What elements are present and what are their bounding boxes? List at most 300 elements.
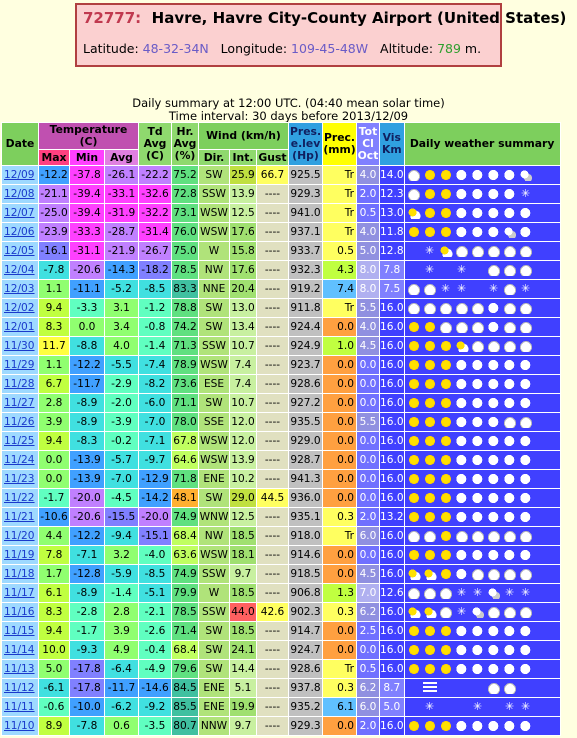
sun-icon xyxy=(407,321,421,333)
date-link[interactable]: 12/04 xyxy=(4,264,35,276)
date-link[interactable]: 11/14 xyxy=(4,644,35,656)
cloud-cell: 6.2 xyxy=(357,679,380,698)
pressure-cell: 924.4 xyxy=(289,318,323,337)
wind-gust-cell: ---- xyxy=(257,679,289,698)
moon-icon xyxy=(519,454,533,466)
moon-icon xyxy=(471,435,485,447)
humidity-cell: 76.0 xyxy=(172,223,199,242)
moon-cloud-icon xyxy=(503,226,517,238)
cloud-icon xyxy=(503,416,517,428)
date-cell[interactable] xyxy=(2,413,39,432)
header-pressure: Pres. e.lev (Hp) xyxy=(289,123,323,166)
moon-icon xyxy=(503,492,517,504)
cloud-icon xyxy=(455,302,469,314)
pressure-cell: 902.3 xyxy=(289,603,323,622)
cloud-cell: 0.0 xyxy=(357,375,380,394)
avg-cell: -3.9 xyxy=(105,413,139,432)
precip-cell: 0.0 xyxy=(323,356,357,375)
station-id: 72777: xyxy=(83,9,142,27)
pressure-cell: 932.3 xyxy=(289,261,323,280)
table-row xyxy=(2,413,561,432)
moon-icon xyxy=(487,416,501,428)
header-wind-int: Int. xyxy=(230,150,257,166)
precip-cell: 0.3 xyxy=(323,603,357,622)
date-link[interactable]: 11/21 xyxy=(4,511,35,523)
date-cell[interactable] xyxy=(2,280,39,299)
wind-int-cell: 13.9 xyxy=(230,451,257,470)
station-header xyxy=(75,3,567,67)
date-link[interactable]: 11/30 xyxy=(4,340,35,352)
date-link[interactable]: 11/18 xyxy=(4,568,35,580)
snow-icon: ✳ xyxy=(504,586,515,599)
date-link[interactable]: 12/07 xyxy=(4,207,35,219)
cloud-icon xyxy=(471,321,485,333)
table-row xyxy=(2,185,561,204)
humidity-cell: 78.5 xyxy=(172,261,199,280)
sun-icon xyxy=(439,644,453,656)
cloud-cell: 8.0 xyxy=(357,280,380,299)
humidity-cell: 74.2 xyxy=(172,318,199,337)
sun-icon xyxy=(439,416,453,428)
cloud-icon xyxy=(407,188,421,200)
pressure-cell: 914.6 xyxy=(289,546,323,565)
moon-icon xyxy=(487,454,501,466)
humidity-cell: 78.5 xyxy=(172,603,199,622)
date-link[interactable]: 11/11 xyxy=(4,701,35,713)
precip-cell: Tr xyxy=(323,185,357,204)
snow-icon: ✳ xyxy=(456,605,467,618)
moon-cloud-icon xyxy=(487,587,501,599)
max-cell: 1.7 xyxy=(39,565,70,584)
moon-icon xyxy=(503,549,517,561)
max-cell: -21.1 xyxy=(39,185,70,204)
table-row xyxy=(2,660,561,679)
moon-icon xyxy=(471,720,485,732)
header-wind: Wind (km/h) xyxy=(199,123,289,150)
wind-gust-cell: ---- xyxy=(257,622,289,641)
date-cell[interactable] xyxy=(2,470,39,489)
date-cell[interactable] xyxy=(2,679,39,698)
cloud-icon xyxy=(487,568,501,580)
date-cell[interactable] xyxy=(2,299,39,318)
sun-icon xyxy=(439,720,453,732)
wind-int-cell: 7.4 xyxy=(230,356,257,375)
min-cell: -37.8 xyxy=(70,166,105,185)
sun-icon xyxy=(423,378,437,390)
moon-icon xyxy=(471,416,485,428)
cloud-icon xyxy=(519,530,533,542)
cloud-cell: 6.2 xyxy=(357,603,380,622)
cloud-cell: 4.0 xyxy=(357,223,380,242)
table-row xyxy=(2,641,561,660)
avg-cell: -4.5 xyxy=(105,489,139,508)
moon-icon xyxy=(455,549,469,561)
td-cell: -14.6 xyxy=(139,679,172,698)
date-cell[interactable] xyxy=(2,185,39,204)
sun-icon xyxy=(423,340,437,352)
pressure-cell: 927.2 xyxy=(289,394,323,413)
header-total-cloud: Tot Cl Oct xyxy=(357,123,380,166)
blank-icon xyxy=(471,283,485,295)
date-link[interactable]: 12/05 xyxy=(4,245,35,257)
humidity-cell: 63.6 xyxy=(172,546,199,565)
wind-int-cell: 10.7 xyxy=(230,394,257,413)
date-link[interactable]: 11/20 xyxy=(4,530,35,542)
sun-icon xyxy=(423,454,437,466)
table-row xyxy=(2,584,561,603)
moon-icon xyxy=(455,644,469,656)
date-cell[interactable] xyxy=(2,527,39,546)
date-link[interactable]: 11/10 xyxy=(4,720,35,732)
avg-cell: -11.7 xyxy=(105,679,139,698)
date-cell[interactable] xyxy=(2,223,39,242)
date-link[interactable]: 11/12 xyxy=(4,682,35,694)
avg-cell: 4.9 xyxy=(105,641,139,660)
pressure-cell: 941.3 xyxy=(289,470,323,489)
wind-dir-cell: NW xyxy=(199,261,230,280)
cloud-icon xyxy=(439,606,453,618)
blank-icon xyxy=(439,264,453,276)
min-cell: -20.6 xyxy=(70,508,105,527)
moon-icon xyxy=(519,378,533,390)
wind-dir-cell: WSW xyxy=(199,451,230,470)
date-link[interactable]: 11/22 xyxy=(4,492,35,504)
humidity-cell: 83.3 xyxy=(172,280,199,299)
wind-int-cell: 20.4 xyxy=(230,280,257,299)
min-cell: -13.9 xyxy=(70,451,105,470)
moon-icon xyxy=(471,378,485,390)
date-cell[interactable] xyxy=(2,337,39,356)
snow-icon: ✳ xyxy=(520,700,531,713)
wind-gust-cell: ---- xyxy=(257,584,289,603)
moon-icon xyxy=(487,321,501,333)
sun-icon xyxy=(439,397,453,409)
cloud-cell: 0.0 xyxy=(357,394,380,413)
wind-dir-cell: NNE xyxy=(199,280,230,299)
visibility-cell: 12.6 xyxy=(380,584,405,603)
moon-icon xyxy=(503,169,517,181)
wind-dir-cell: SSE xyxy=(199,413,230,432)
precip-cell: 0.0 xyxy=(323,622,357,641)
precip-cell: 0.0 xyxy=(323,413,357,432)
min-cell: -39.4 xyxy=(70,204,105,223)
humidity-cell: 71.8 xyxy=(172,470,199,489)
date-cell[interactable] xyxy=(2,603,39,622)
date-cell[interactable] xyxy=(2,318,39,337)
precip-cell: 0.5 xyxy=(323,242,357,261)
moon-icon xyxy=(487,549,501,561)
humidity-cell: 74.9 xyxy=(172,508,199,527)
avg-cell: -26.1 xyxy=(105,166,139,185)
weather-icons-cell xyxy=(404,432,560,451)
precip-cell: 0.0 xyxy=(323,546,357,565)
date-cell[interactable] xyxy=(2,717,39,736)
moon-icon xyxy=(487,378,501,390)
pressure-cell: 941.0 xyxy=(289,204,323,223)
wind-int-cell: 12.5 xyxy=(230,508,257,527)
weather-icons-cell xyxy=(404,622,560,641)
wind-gust-cell: ---- xyxy=(257,698,289,717)
date-cell[interactable] xyxy=(2,546,39,565)
wind-gust-cell: ---- xyxy=(257,413,289,432)
sun-icon xyxy=(439,378,453,390)
humidity-cell: 64.6 xyxy=(172,451,199,470)
weather-icons-cell xyxy=(404,185,560,204)
date-link[interactable]: 12/08 xyxy=(4,188,35,200)
table-row xyxy=(2,204,561,223)
wind-dir-cell: NW xyxy=(199,527,230,546)
avg-cell: -28.7 xyxy=(105,223,139,242)
precip-cell: 0.3 xyxy=(323,679,357,698)
td-cell: -8.2 xyxy=(139,375,172,394)
date-cell[interactable] xyxy=(2,660,39,679)
summary-line-2: Time interval: 30 days before 2013/12/09 xyxy=(168,109,409,123)
moon-icon xyxy=(455,473,469,485)
cloud-icon xyxy=(503,321,517,333)
weather-icons-cell xyxy=(404,337,560,356)
moon-icon xyxy=(519,397,533,409)
visibility-cell: 16.0 xyxy=(380,337,405,356)
precip-cell: 1.0 xyxy=(323,337,357,356)
humidity-cell: 71.3 xyxy=(172,337,199,356)
cloud-cell: 0.0 xyxy=(357,470,380,489)
longitude-label: Longitude: xyxy=(220,41,288,56)
date-cell[interactable] xyxy=(2,432,39,451)
sun-icon xyxy=(423,492,437,504)
visibility-cell: 16.0 xyxy=(380,527,405,546)
moon-icon xyxy=(487,359,501,371)
wind-dir-cell: ESE xyxy=(199,375,230,394)
table-row xyxy=(2,375,561,394)
visibility-cell: 16.0 xyxy=(380,641,405,660)
cloud-icon xyxy=(519,302,533,314)
moon-icon xyxy=(455,359,469,371)
cloud-cell: 0.5 xyxy=(357,204,380,223)
date-cell[interactable] xyxy=(2,356,39,375)
blank-icon xyxy=(439,682,453,694)
date-cell[interactable] xyxy=(2,641,39,660)
max-cell: 6.1 xyxy=(39,584,70,603)
header-precipitation: Prec. (mm) xyxy=(323,123,357,166)
date-link[interactable]: 11/23 xyxy=(4,473,35,485)
date-cell[interactable] xyxy=(2,394,39,413)
moon-icon xyxy=(487,169,501,181)
moon-icon xyxy=(471,625,485,637)
cloud-cell: 0.0 xyxy=(357,546,380,565)
wind-int-cell: 18.5 xyxy=(230,622,257,641)
date-link[interactable]: 11/15 xyxy=(4,625,35,637)
humidity-cell: 48.1 xyxy=(172,489,199,508)
wind-dir-cell: SW xyxy=(199,622,230,641)
wind-gust-cell: ---- xyxy=(257,375,289,394)
date-cell[interactable] xyxy=(2,698,39,717)
date-link[interactable]: 11/13 xyxy=(4,663,35,675)
wind-dir-cell: SW xyxy=(199,318,230,337)
humidity-cell: 79.9 xyxy=(172,584,199,603)
moon-icon xyxy=(487,625,501,637)
td-cell: -7.1 xyxy=(139,432,172,451)
weather-icons-cell xyxy=(404,166,560,185)
td-cell: -7.0 xyxy=(139,413,172,432)
cloud-icon xyxy=(519,606,533,618)
max-cell: -12.2 xyxy=(39,166,70,185)
date-cell[interactable] xyxy=(2,508,39,527)
weather-icons-cell xyxy=(404,603,560,622)
date-cell[interactable] xyxy=(2,584,39,603)
moon-icon xyxy=(487,492,501,504)
date-cell[interactable] xyxy=(2,489,39,508)
moon-icon xyxy=(455,625,469,637)
table-row xyxy=(2,565,561,584)
pressure-cell: 906.8 xyxy=(289,584,323,603)
cloud-cell: 4.0 xyxy=(357,166,380,185)
wind-int-cell: 14.4 xyxy=(230,660,257,679)
sun-icon xyxy=(439,340,453,352)
moon-icon xyxy=(519,492,533,504)
sun-icon xyxy=(439,207,453,219)
pressure-cell: 937.1 xyxy=(289,223,323,242)
visibility-cell: 16.0 xyxy=(380,432,405,451)
max-cell: 0.0 xyxy=(39,470,70,489)
date-cell[interactable] xyxy=(2,451,39,470)
visibility-cell: 12.8 xyxy=(380,242,405,261)
date-link[interactable]: 11/28 xyxy=(4,378,35,390)
date-link[interactable]: 12/03 xyxy=(4,283,35,295)
precip-cell: 0.0 xyxy=(323,717,357,736)
snow-icon: ✳ xyxy=(472,586,483,599)
sun-icon xyxy=(423,549,437,561)
fog-icon xyxy=(423,682,437,694)
visibility-cell: 16.0 xyxy=(380,375,405,394)
moon-icon xyxy=(455,226,469,238)
date-cell[interactable] xyxy=(2,204,39,223)
sun-icon xyxy=(423,397,437,409)
blank-icon xyxy=(407,682,421,694)
cloud-cell: 7.0 xyxy=(357,584,380,603)
date-link[interactable]: 11/25 xyxy=(4,435,35,447)
date-cell[interactable] xyxy=(2,242,39,261)
table-row xyxy=(2,261,561,280)
td-cell: -1.2 xyxy=(139,299,172,318)
moon-icon xyxy=(503,473,517,485)
date-link[interactable]: 12/01 xyxy=(4,321,35,333)
wind-dir-cell: SW xyxy=(199,641,230,660)
moon-icon xyxy=(519,435,533,447)
wind-dir-cell: WNW xyxy=(199,508,230,527)
td-cell: -18.2 xyxy=(139,261,172,280)
wind-int-cell: 10.7 xyxy=(230,337,257,356)
table-row xyxy=(2,679,561,698)
max-cell: -16.1 xyxy=(39,242,70,261)
sun-icon xyxy=(439,473,453,485)
cloud-icon xyxy=(519,416,533,428)
header-wind-dir: Dir. xyxy=(199,150,230,166)
cloud-icon xyxy=(519,264,533,276)
date-link[interactable]: 11/27 xyxy=(4,397,35,409)
wind-gust-cell: ---- xyxy=(257,242,289,261)
wind-dir-cell: WSW xyxy=(199,223,230,242)
moon-icon xyxy=(503,435,517,447)
visibility-cell: 16.0 xyxy=(380,356,405,375)
humidity-cell: 78.8 xyxy=(172,299,199,318)
snow-icon: ✳ xyxy=(520,187,531,200)
sun-cloud-icon xyxy=(407,606,421,618)
date-cell[interactable] xyxy=(2,166,39,185)
moon-icon xyxy=(455,188,469,200)
max-cell: 7.8 xyxy=(39,546,70,565)
wind-gust-cell: ---- xyxy=(257,185,289,204)
cloud-icon xyxy=(439,587,453,599)
sun-icon xyxy=(407,663,421,675)
date-link[interactable]: 11/24 xyxy=(4,454,35,466)
precip-cell: Tr xyxy=(323,527,357,546)
cloud-icon xyxy=(455,321,469,333)
td-cell: -32.2 xyxy=(139,204,172,223)
moon-icon xyxy=(455,720,469,732)
avg-cell: -5.2 xyxy=(105,280,139,299)
cloud-cell: 5.5 xyxy=(357,299,380,318)
date-cell[interactable] xyxy=(2,261,39,280)
moon-icon xyxy=(471,169,485,181)
date-cell[interactable] xyxy=(2,375,39,394)
cloud-cell: 4.5 xyxy=(357,565,380,584)
date-link[interactable]: 12/06 xyxy=(4,226,35,238)
visibility-cell: 8.7 xyxy=(380,679,405,698)
date-link[interactable]: 12/02 xyxy=(4,302,35,314)
cloud-icon xyxy=(503,340,517,352)
cloud-cell: 5.5 xyxy=(357,413,380,432)
pressure-cell: 911.8 xyxy=(289,299,323,318)
sun-icon xyxy=(423,416,437,428)
min-cell: -10.0 xyxy=(70,698,105,717)
date-cell[interactable] xyxy=(2,565,39,584)
cloud-icon xyxy=(503,302,517,314)
moon-icon xyxy=(519,207,533,219)
date-link[interactable]: 12/09 xyxy=(4,169,35,181)
pressure-cell: 929.0 xyxy=(289,432,323,451)
avg-cell: 4.0 xyxy=(105,337,139,356)
precip-cell: 0.0 xyxy=(323,565,357,584)
wind-dir-cell: WSW xyxy=(199,432,230,451)
snow-icon: ✳ xyxy=(424,700,435,713)
header-wind-gust: Gust xyxy=(258,150,287,164)
min-cell: 0.0 xyxy=(70,318,105,337)
date-link[interactable]: 11/19 xyxy=(4,549,35,561)
table-row xyxy=(2,242,561,261)
td-cell: -7.4 xyxy=(139,356,172,375)
table-row xyxy=(2,622,561,641)
sun-icon xyxy=(439,549,453,561)
avg-cell: 3.9 xyxy=(105,622,139,641)
td-cell: -32.6 xyxy=(139,185,172,204)
wind-gust-cell: ---- xyxy=(257,280,289,299)
min-cell: -8.3 xyxy=(70,432,105,451)
sun-icon xyxy=(439,625,453,637)
cloud-icon xyxy=(423,283,437,295)
min-cell: -7.8 xyxy=(70,717,105,736)
date-link[interactable]: 11/16 xyxy=(4,606,35,618)
cloud-cell: 2.0 xyxy=(357,717,380,736)
visibility-cell: 16.0 xyxy=(380,451,405,470)
precip-cell: Tr xyxy=(323,299,357,318)
date-link[interactable]: 11/17 xyxy=(4,587,35,599)
date-link[interactable]: 11/26 xyxy=(4,416,35,428)
date-cell[interactable] xyxy=(2,622,39,641)
min-cell: -39.4 xyxy=(70,185,105,204)
moon-icon xyxy=(519,226,533,238)
date-link[interactable]: 11/29 xyxy=(4,359,35,371)
wind-gust-cell: ---- xyxy=(257,641,289,660)
